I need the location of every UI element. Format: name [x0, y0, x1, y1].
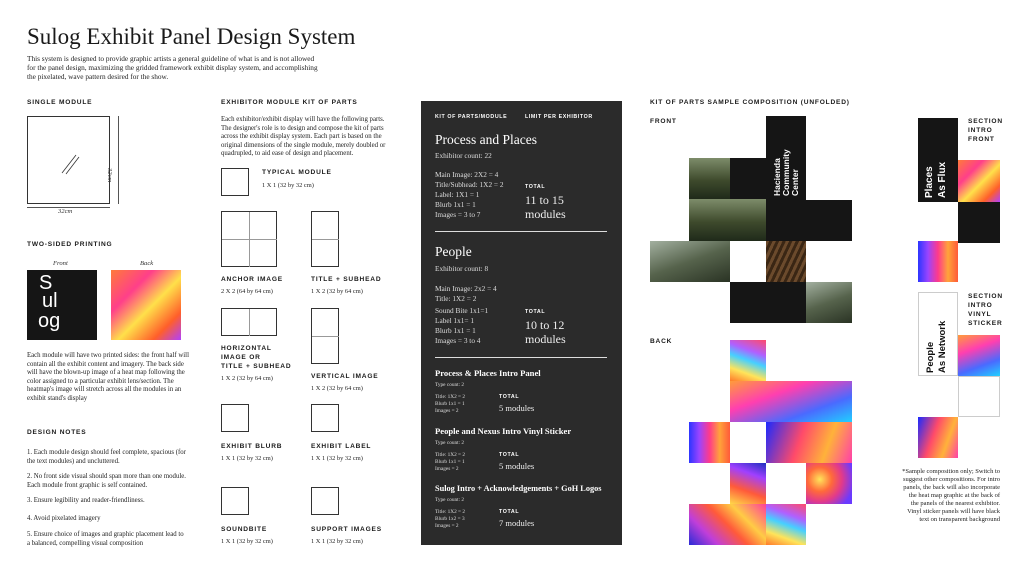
horizontal-image-size: 1 X 2 (32 by 64 cm) — [221, 375, 273, 382]
back-tile-8 — [766, 504, 806, 545]
minor-1-line-2: Blurb 1x1 = 1 — [435, 401, 465, 407]
section-intro-front-panel — [918, 118, 958, 202]
minor-1-count: Type count: 2 — [435, 382, 465, 388]
minor-2-line-1: Title: 1X2 = 2 — [435, 452, 466, 458]
anchor-image-size: 2 X 2 (64 by 64 cm) — [221, 288, 273, 295]
places-flux-line2: As Flux — [937, 161, 948, 198]
vertical-title-panel — [766, 116, 806, 200]
logo-letters-ul: ul — [42, 290, 58, 312]
pe-total-value: 10 to 12 — [525, 318, 565, 332]
front-photo-tile-2 — [650, 241, 730, 282]
typical-module-size: 1 X 1 (32 by 32 cm) — [262, 182, 314, 189]
sticker-heat-1 — [958, 335, 1000, 376]
section-process-places-title: Process and Places — [435, 132, 537, 147]
kit-description: Each exhibitor/exhibit display will have the following parts. The designer's role is to design and compose the kit of parts across the exhibit display system. Each part is based on the original dimensions of the single module, merely doubled or quadrupled, to aid ease of design and placement. — [221, 116, 386, 158]
front-label: Front — [53, 260, 68, 267]
pp-line-2: Title/Subhead: 1X2 = 2 — [435, 180, 504, 189]
minor-2-total: 5 modules — [499, 461, 535, 471]
horizontal-title-line1: HORIZONTAL — [221, 345, 272, 352]
panel-col1-header: KIT OF PARTS/MODULE — [435, 114, 508, 120]
minor-1-title: Process & Places Intro Panel — [435, 368, 541, 378]
sticker-label-1: SECTION — [968, 293, 1003, 300]
section-people-title: People — [435, 244, 472, 259]
hacienda-title-line2: Community — [781, 149, 791, 196]
title-subhead-box — [311, 211, 339, 267]
minor-1-total: 5 modules — [499, 403, 535, 413]
kit-heading: EXHIBITOR MODULE KIT OF PARTS — [221, 99, 358, 106]
pe-line-3: Sound Bite 1x1=1 — [435, 306, 489, 315]
back-heatmap-sample — [111, 270, 181, 340]
pe-line-1: Main Image: 2x2 = 4 — [435, 284, 497, 293]
soundbite-title: SOUNDBITE — [221, 526, 268, 533]
two-sided-description: Each module will have two printed sides: the front half will contain all the exhibit content and imagery. The back side will have the blown-up image of a heat map following the color assigned to a particular exhibit lens/section. The heatmap's image will stretch across all the modules in an exhibit stand's display — [27, 352, 189, 402]
section-front-label-3: FRONT — [968, 136, 995, 143]
pp-line-5: Images = 3 to 7 — [435, 210, 481, 219]
pp-total-unit: modules — [525, 207, 566, 221]
minor-3-title: Sulog Intro + Acknowledgements + GoH Logos — [435, 484, 602, 493]
title-subhead-size: 1 X 2 (32 by 64 cm) — [311, 288, 363, 295]
section-intro-heat-1 — [958, 160, 1000, 202]
section-intro-heat-2 — [918, 241, 958, 282]
section-front-label-1: SECTION — [968, 118, 1003, 125]
title-subhead-title: TITLE + SUBHEAD — [311, 276, 382, 283]
design-notes-heading: DESIGN NOTES — [27, 429, 87, 436]
logo-letters-og: og — [38, 310, 61, 332]
pe-line-2: Title: 1X2 = 2 — [435, 294, 477, 303]
soundbite-box — [221, 487, 249, 515]
horizontal-title-line3: TITLE + SUBHEAD — [221, 363, 292, 370]
support-images-title: SUPPORT IMAGES — [311, 526, 382, 533]
diagonal-mark-icon — [28, 117, 111, 205]
minor-1-total-label: TOTAL — [499, 394, 520, 400]
minor-2-count: Type count: 2 — [435, 440, 465, 446]
height-label: 32cm — [106, 168, 113, 183]
front-wood-tile — [766, 241, 806, 282]
minor-2-line-3: Images = 2 — [435, 466, 459, 472]
height-dimension-line — [118, 116, 119, 204]
back-tile-1 — [730, 340, 766, 381]
hacienda-title-line3: Center — [790, 169, 800, 196]
width-label: 32cm — [58, 208, 73, 215]
back-tile-2 — [730, 381, 852, 422]
sticker-label-2: INTRO — [968, 302, 993, 309]
design-note-2: 2. No front side visual should span more than one module. Each module front graphic is self contained. — [27, 473, 186, 489]
intro-text: This system is designed to provide graphic artists a general guideline of what is and is not allowed for the panel design, maximizing the gridded framework exhibit display system, and accomplishing the pixelated, wave pattern desired for the show. — [27, 54, 318, 81]
people-network-line1: People — [925, 341, 936, 373]
module-limit-panel — [421, 101, 622, 545]
vertical-image-size: 1 X 2 (32 by 64 cm) — [311, 385, 363, 392]
minor-1-line-1: Title: 1X2 = 2 — [435, 394, 466, 400]
pe-line-5: Blurb 1x1 = 1 — [435, 326, 476, 335]
pp-line-3: Label: 1X1 = 1 — [435, 190, 480, 199]
front-section-label: FRONT — [650, 118, 677, 125]
pp-line-4: Blurb 1x1 = 1 — [435, 200, 476, 209]
front-dark-tile-1 — [730, 158, 766, 199]
front-dark-tile-4 — [730, 282, 766, 323]
minor-1-line-3: Images = 2 — [435, 408, 459, 414]
pp-line-1: Main Image: 2X2 = 4 — [435, 170, 499, 179]
section-intro-blurb-tile — [958, 202, 1000, 243]
people-network-line2: As Network — [937, 320, 948, 373]
back-tile-7 — [689, 504, 766, 545]
vinyl-sticker-panel — [918, 292, 958, 376]
back-section-label: BACK — [650, 338, 673, 345]
soundbite-size: 1 X 1 (32 by 32 cm) — [221, 538, 273, 545]
design-note-4: 4. Avoid pixelated imagery — [27, 515, 101, 522]
design-note-3: 3. Ensure legibility and reader-friendliness. — [27, 497, 145, 504]
horizontal-image-box — [221, 308, 277, 336]
exhibit-label-size: 1 X 1 (32 by 32 cm) — [311, 455, 363, 462]
panel-divider-2 — [435, 357, 607, 358]
minor-2-title: People and Nexus Intro Vinyl Sticker — [435, 426, 572, 436]
pe-total-label: TOTAL — [525, 309, 546, 315]
front-photo-tile-1 — [689, 158, 730, 199]
vertical-image-box — [311, 308, 339, 364]
minor-3-line-2: Blurb 1x2 = 3 — [435, 516, 465, 522]
horizontal-title-line2: IMAGE OR — [221, 354, 261, 361]
front-dark-tile-3 — [806, 200, 852, 241]
back-tile-6 — [806, 463, 852, 504]
exhibit-blurb-size: 1 X 1 (32 by 32 cm) — [221, 455, 273, 462]
front-photo-tile-3 — [806, 282, 852, 323]
sticker-blurb-tile — [958, 376, 1000, 417]
minor-3-line-3: Images = 2 — [435, 523, 459, 529]
single-module-square — [27, 116, 110, 204]
panel-col2-header: LIMIT PER EXHIBITOR — [525, 114, 593, 120]
section-process-places-count: Exhibitor count: 22 — [435, 151, 492, 160]
support-images-box — [311, 487, 339, 515]
back-tile-4 — [766, 422, 852, 463]
back-tile-3 — [689, 422, 730, 463]
minor-2-total-label: TOTAL — [499, 452, 520, 458]
sticker-heat-2 — [918, 417, 958, 458]
pp-total-value: 11 to 15 — [525, 193, 564, 207]
exhibit-label-box — [311, 404, 339, 432]
anchor-image-title: ANCHOR IMAGE — [221, 276, 283, 283]
exhibit-label-title: EXHIBIT LABEL — [311, 443, 372, 450]
minor-2-line-2: Blurb 1x1 = 1 — [435, 459, 465, 465]
sticker-label-4: STICKER — [968, 320, 1003, 327]
composition-note: *Sample composition only; Switch to suggest other compositions. For intro panels, the back will also incorporate the heat map graphic at the back of the panels of the nearest exhibitor. Vinyl sticker panels will have black text on transparent background — [902, 468, 1000, 523]
back-tile-5 — [730, 463, 766, 504]
typical-module-box — [221, 168, 249, 196]
hacienda-title-line1: Hacienda — [772, 158, 782, 196]
typical-module-title: TYPICAL MODULE — [262, 169, 332, 176]
front-anchor-photo — [689, 199, 766, 241]
pe-total-unit: modules — [525, 332, 566, 346]
two-sided-heading: TWO-SIDED PRINTING — [27, 241, 113, 248]
minor-3-line-1: Title: 1X2 = 2 — [435, 509, 466, 515]
design-note-5: 5. Ensure choice of images and graphic placement lead to a balanced, compelling visual composition — [27, 531, 184, 547]
front-dark-tile-5 — [766, 282, 806, 323]
section-front-label-2: INTRO — [968, 127, 993, 134]
page-title: Sulog Exhibit Panel Design System — [27, 24, 356, 49]
places-flux-line1: Places — [924, 166, 935, 198]
minor-3-total: 7 modules — [499, 518, 535, 528]
minor-3-total-label: TOTAL — [499, 509, 520, 515]
exhibit-blurb-box — [221, 404, 249, 432]
single-module-heading: SINGLE MODULE — [27, 99, 93, 106]
section-people-count: Exhibitor count: 8 — [435, 264, 489, 273]
front-dark-tile-2 — [766, 200, 806, 241]
minor-3-count: Type count: 2 — [435, 497, 465, 503]
anchor-image-box — [221, 211, 277, 267]
exhibit-blurb-title: EXHIBIT BLURB — [221, 443, 283, 450]
pe-line-4: Label 1x1= 1 — [435, 316, 474, 325]
support-images-size: 1 X 1 (32 by 32 cm) — [311, 538, 363, 545]
pe-line-6: Images = 3 to 4 — [435, 336, 481, 345]
logo-letter-s: S — [39, 272, 53, 294]
design-note-1: 1. Each module design should feel complete, spacious (for the text modules) and uncluttered. — [27, 449, 186, 465]
sticker-label-3: VINYL — [968, 311, 992, 318]
panel-divider-1 — [435, 231, 607, 232]
vertical-image-title: VERTICAL IMAGE — [311, 373, 379, 380]
pp-total-label: TOTAL — [525, 184, 546, 190]
front-sample-module — [27, 270, 97, 340]
composition-heading: KIT OF PARTS SAMPLE COMPOSITION (UNFOLDED) — [650, 99, 850, 106]
back-label: Back — [140, 260, 154, 267]
